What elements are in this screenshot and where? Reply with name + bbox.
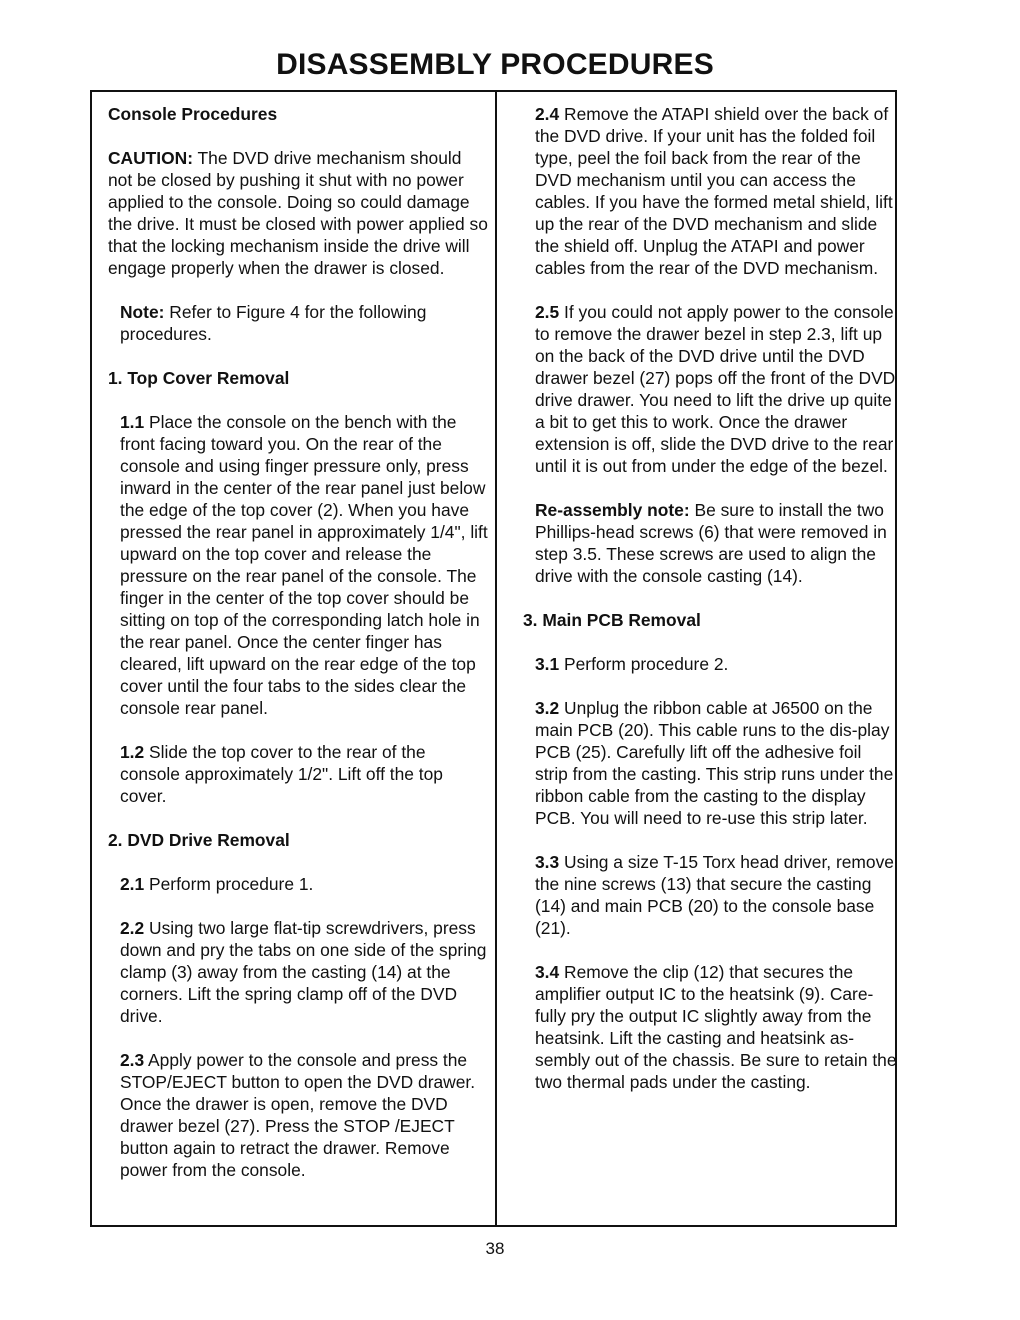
step-2-3 — [108, 1049, 490, 1181]
step-text: Place the console on the bench with the front facing toward you. On the rear of the console and using finger pressure only, press inward in the center of the rear panel just below the edge of the top cover (2). When you have pressed the rear panel in approximately 1/4", lift upward on the top cover and release the pressure on the rear panel of the console. The finger in the center of the top cover should be sitting on top of the corresponding latch hole in the rear panel. Once the center finger has cleared, lift upward on the rear edge of the top cover until the four tabs to the sides clear the console rear panel. — [120, 412, 488, 718]
section-3-heading: 3. Main PCB Removal — [523, 610, 701, 630]
step-label: 3.1 — [535, 654, 560, 674]
section-2-heading: 2. DVD Drive Removal — [108, 830, 290, 850]
step-label: 2.4 — [535, 104, 560, 124]
step-3-2 — [523, 697, 897, 829]
page-title: DISASSEMBLY PROCEDURES — [276, 48, 714, 81]
step-text: If you could not apply power to the console to remove the drawer bezel in step 2.3, lift up on the back of the DVD drive until the DVD drawer bezel (27) pops off the front of the DVD drive drawer. You need to lift the drive up quite a bit to get this to work. Once the drawer extension is off, slide the DVD drive to the rear until it is out from under the edge of the bezel. — [535, 302, 896, 476]
step-1-2 — [108, 741, 490, 807]
column-divider — [495, 90, 497, 1227]
caution-label: CAUTION: — [108, 148, 194, 168]
step-text: Remove the clip (12) that secures the amplifier output IC to the heatsink (9). Care-fully pry the output IC slightly away from the heatsink. Lift the casting and heatsink as-sembly out of the chassis. Be sure to retain the two thermal pads under the casting. — [535, 962, 897, 1092]
step-text: Apply power to the console and press the STOP/EJECT button to open the DVD drawer. Once the drawer is open, remove the DVD drawer bezel (27). Press the STOP /EJECT button again to retract the drawer. Remove power from the console. — [120, 1050, 476, 1180]
step-1-1 — [108, 411, 490, 719]
step-label: 3.4 — [535, 962, 560, 982]
step-2-5 — [523, 301, 897, 477]
step-2-4 — [523, 103, 897, 279]
step-text: Remove the ATAPI shield over the back of the DVD drive. If your unit has the folded foil type, peel the foil back from the rear of the DVD mechanism until you can access the cables. If you have the formed metal shield, lift up the rear of the DVD mechanism and slide the shield off. Unplug the ATAPI and power cables from the rear of the DVD mechanism. — [535, 104, 893, 278]
step-text: Using a size T-15 Torx head driver, remove the nine screws (13) that secure the casting (14) and main PCB (20) to the console base (21). — [535, 852, 894, 938]
section-1-heading: 1. Top Cover Removal — [108, 368, 290, 388]
left-column — [108, 103, 490, 1203]
step-label: 1.2 — [120, 742, 145, 762]
note-paragraph — [108, 301, 490, 345]
step-label: 3.2 — [535, 698, 560, 718]
step-2-2 — [108, 917, 490, 1027]
step-label: 2.5 — [535, 302, 560, 322]
page-number: 38 — [485, 1239, 505, 1258]
step-3-3 — [523, 851, 897, 939]
step-label: 2.2 — [120, 918, 145, 938]
note-label: Note: — [120, 302, 165, 322]
step-text: Perform procedure 1. — [144, 874, 314, 894]
note-text: Refer to Figure 4 for the following procedures. — [120, 302, 427, 344]
step-3-1 — [523, 653, 897, 675]
step-3-4 — [523, 961, 897, 1093]
step-2-1 — [108, 873, 490, 895]
step-text: Perform procedure 2. — [559, 654, 729, 674]
step-label: 2.3 — [120, 1050, 145, 1070]
caution-text: The DVD drive mechanism should not be closed by pushing it shut with no power applied to the console. Doing so could damage the drive. It must be closed with power applied so that the locking mechanism inside the drive will engage properly when the drawer is closed. — [108, 148, 488, 278]
reassembly-text: Be sure to install the two Phillips-head screws (6) that were removed in step 3.5. These screws are used to align the drive with the console casting (14). — [535, 500, 887, 586]
step-label: 3.3 — [535, 852, 560, 872]
reassembly-label: Re-assembly note: — [535, 500, 690, 520]
caution-paragraph — [108, 147, 490, 279]
step-label: 1.1 — [120, 412, 145, 432]
reassembly-note — [523, 499, 897, 587]
step-text: Using two large flat-tip screwdrivers, press down and pry the tabs on one side of the spring clamp (3) away from the casting (14) at the corners. Lift the spring clamp off of the DVD drive. — [120, 918, 487, 1026]
right-column — [523, 103, 897, 1115]
step-text: Unplug the ribbon cable at J6500 on the main PCB (20). This cable runs to the dis-play PCB (25). Carefully lift off the adhesive foil strip from the casting. This strip runs under the ribbon cable from the casting to the display PCB. You will need to re-use this strip later. — [535, 698, 894, 828]
step-label: 2.1 — [120, 874, 145, 894]
console-procedures-heading: Console Procedures — [108, 104, 278, 124]
step-text: Slide the top cover to the rear of the console approximately 1/2". Lift off the top cover. — [120, 742, 443, 806]
